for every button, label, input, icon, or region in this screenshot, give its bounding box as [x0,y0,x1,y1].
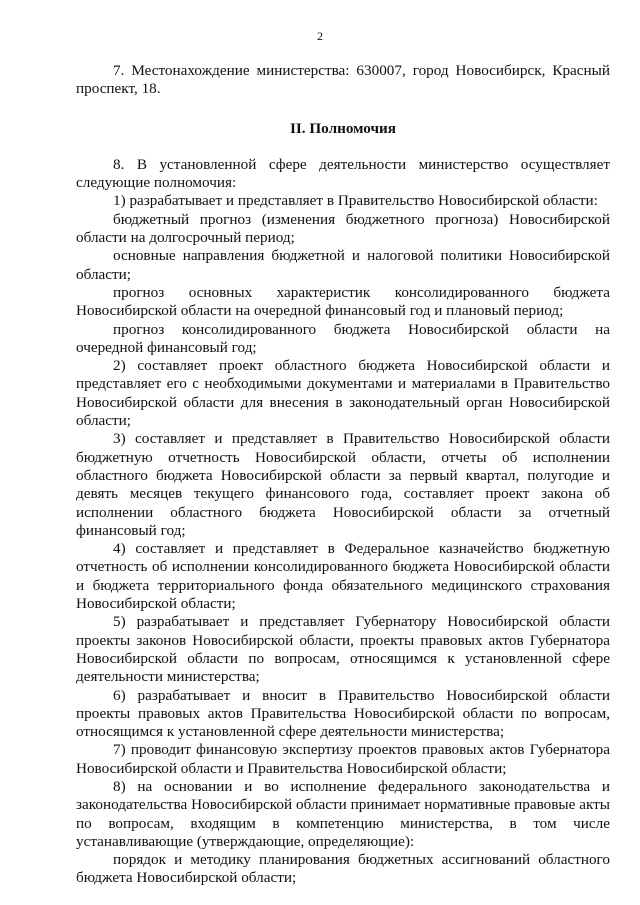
paragraph: порядок и методику планирования бюджетных ассигнований областного бюджета Новосибирской области; [76,851,610,887]
document-body [76,62,610,888]
paragraph: 7) проводит финансовую экспертизу проектов правовых актов Губернатора Новосибирской области и Правительства Новосибирской области; [76,741,610,777]
paragraph: 4) составляет и представляет в Федеральное казначейство бюджетную отчетность об исполнении консолидированного бюджета Новосибирской области и бюджета территориального фонда обязательного медицинского страхования Новосибирской области; [76,540,610,613]
paragraph: бюджетный прогноз (изменения бюджетного прогноза) Новосибирской области на долгосрочный период; [76,210,610,247]
paragraph: 7. Местонахождение министерства: 630007, город Новосибирск, Красный проспект, 18. [76,62,610,98]
paragraph: прогноз консолидированного бюджета Новосибирской области на очередной финансовый год; [76,320,610,356]
paragraph: 8. В установленной сфере деятельности министерство осуществляет следующие полномочия: [76,155,610,192]
paragraph: 1) разрабатывает и представляет в Правительство Новосибирской области: [113,192,598,210]
paragraph: 2) составляет проект областного бюджета Новосибирской области и представляет его с необходимыми документами и материалами в Правительство Новосибирской области для внесения в законодательный орган Новосибирской области; [76,357,610,430]
paragraph: 8) на основании и во исполнение федерального законодательства и законодательства Новосибирской области принимает нормативные правовые акты по вопросам, входящим в компетенцию министерства, в том числе устанавливающие (утверждающие, определяющие): [76,777,610,850]
paragraph: 5) разрабатывает и представляет Губернатору Новосибирской области проекты законов Новосибирской области, проекты правовых актов Губернатора Новосибирской области по вопросам, относящимся к установленной сфере деятельности министерства; [76,613,610,686]
paragraph: прогноз основных характеристик консолидированного бюджета Новосибирской области на очередной финансовый год и плановый период; [76,283,610,320]
paragraphs-after [76,156,610,888]
section-heading: II. Полномочия [289,119,397,137]
paragraph: 3) составляет и представляет в Правительство Новосибирской области бюджетную отчетность Новосибирской области, отчеты об исполнении областного бюджета Новосибирской области за первый квартал, полугодие и девять месяцев текущего финансового года, составляет проект закона об исполнении областного бюджета Новосибирской области за отчетный финансовый год; [76,430,610,539]
paragraph: основные направления бюджетной и налоговой политики Новосибирской области; [76,247,610,283]
page-number: 2 [317,29,323,43]
paragraph: 6) разрабатывает и вносит в Правительство Новосибирской области проекты правовых актов Правительства Новосибирской области по вопросам, относящимся к установленной сфере деятельности министерства; [76,686,610,741]
paragraphs-before [76,62,610,99]
